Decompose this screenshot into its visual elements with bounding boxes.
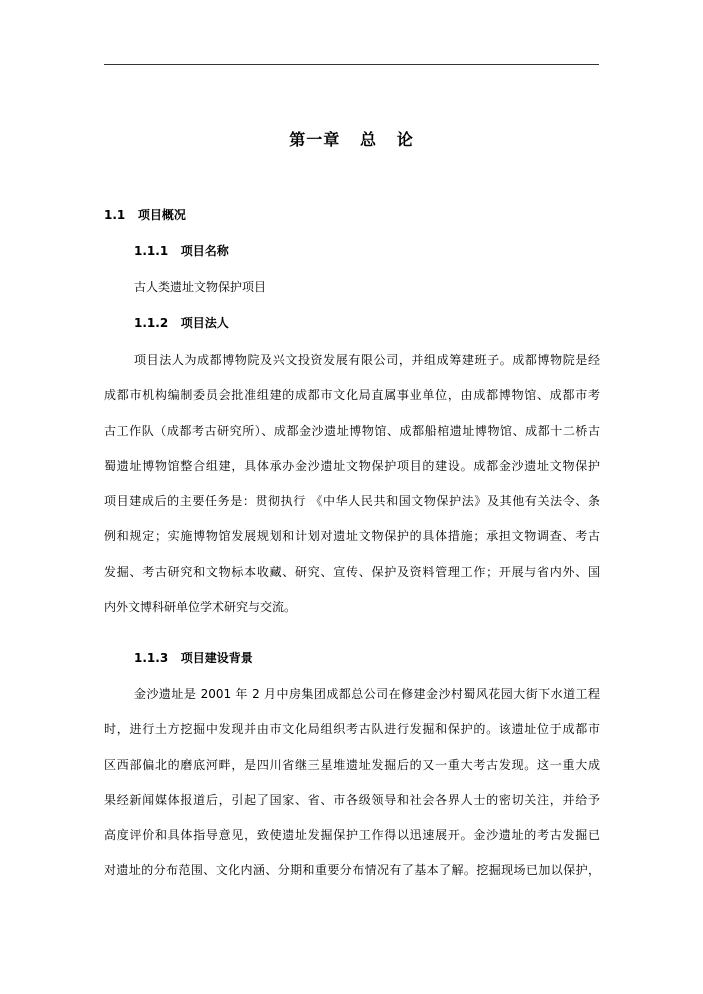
- subsection-heading-1-1-1: [134, 241, 229, 261]
- paragraph-line: 项目法人为成都博物院及兴文投资发展有限公司，并组成筹建班子。成都博物院是经: [134, 353, 600, 367]
- paragraph-line: 对遗址的分布范围、文化内涵、分期和重要分布情况有了基本了解。挖掘现场已加以保护，: [104, 863, 600, 878]
- paragraph-line: 发掘、考古研究和文物标本收藏、研究、宣传、保护及资料管理工作；开展与省内外、国: [104, 564, 600, 579]
- subsection-number: 1.1.3: [134, 651, 169, 665]
- subsection-number: 1.1.1: [134, 244, 169, 258]
- chapter-title: 第一章 总 论: [289, 130, 414, 149]
- subsection-title: 项目法人: [180, 316, 229, 330]
- subsection-heading-1-1-3: [134, 648, 253, 668]
- paragraph-line: 成都市机构编制委员会批准组建的成都市文化局直属事业单位，由成都博物馆、成都市考: [104, 388, 600, 403]
- header-rule: [104, 64, 599, 65]
- paragraph-legal-entity: [104, 350, 600, 632]
- paragraph-line: 例和规定；实施博物馆发展规划和计划对遗址文物保护的具体措施；承担文物调查、考古: [104, 529, 600, 544]
- subsection-heading-1-1-2: [134, 313, 229, 333]
- paragraph-line: 高度评价和具体指导意见，致使遗址发掘保护工作得以迅速展开。金沙遗址的考古发掘已: [104, 828, 600, 843]
- subsection-number: 1.1.2: [134, 316, 169, 330]
- paragraph-line: 项目建成后的主要任务是：贯彻执行 《中华人民共和国文物保护法》及其他有关法令、条: [104, 494, 600, 509]
- project-name-text: 古人类遗址文物保护项目: [134, 280, 267, 294]
- section-number: 1.1: [104, 208, 126, 222]
- subsection-title: 项目名称: [180, 244, 229, 258]
- paragraph-line: 古工作队（成都考古研究所）、成都金沙遗址博物馆、成都船棺遗址博物馆、成都十二桥古: [104, 423, 600, 438]
- paragraph-line: 时，进行土方挖掘中发现并由市文化局组织考古队进行发掘和保护的。该遗址位于成都市: [104, 722, 600, 737]
- section-title: 项目概况: [137, 208, 186, 222]
- subsection-title: 项目建设背景: [180, 651, 253, 665]
- paragraph-line: 内外文博科研单位学术研究与交流。: [104, 600, 297, 615]
- paragraph-line: 区西部偏北的磨底河畔，是四川省继三星堆遗址发掘后的又一重大考古发现。这一重大成: [104, 757, 600, 772]
- section-heading-1-1: [104, 205, 186, 225]
- paragraph-background: [104, 684, 600, 896]
- paragraph-line: 果经新闻媒体报道后，引起了国家、省、市各级领导和社会各界人士的密切关注，并给予: [104, 792, 600, 807]
- paragraph-line: 金沙遗址是 2001 年 2 月中房集团成都总公司在修建金沙村蜀风花园大街下水道工程: [134, 687, 600, 701]
- paragraph-line: 蜀遗址博物馆整合组建，具体承办金沙遗址文物保护项目的建设。成都金沙遗址文物保护: [104, 458, 600, 473]
